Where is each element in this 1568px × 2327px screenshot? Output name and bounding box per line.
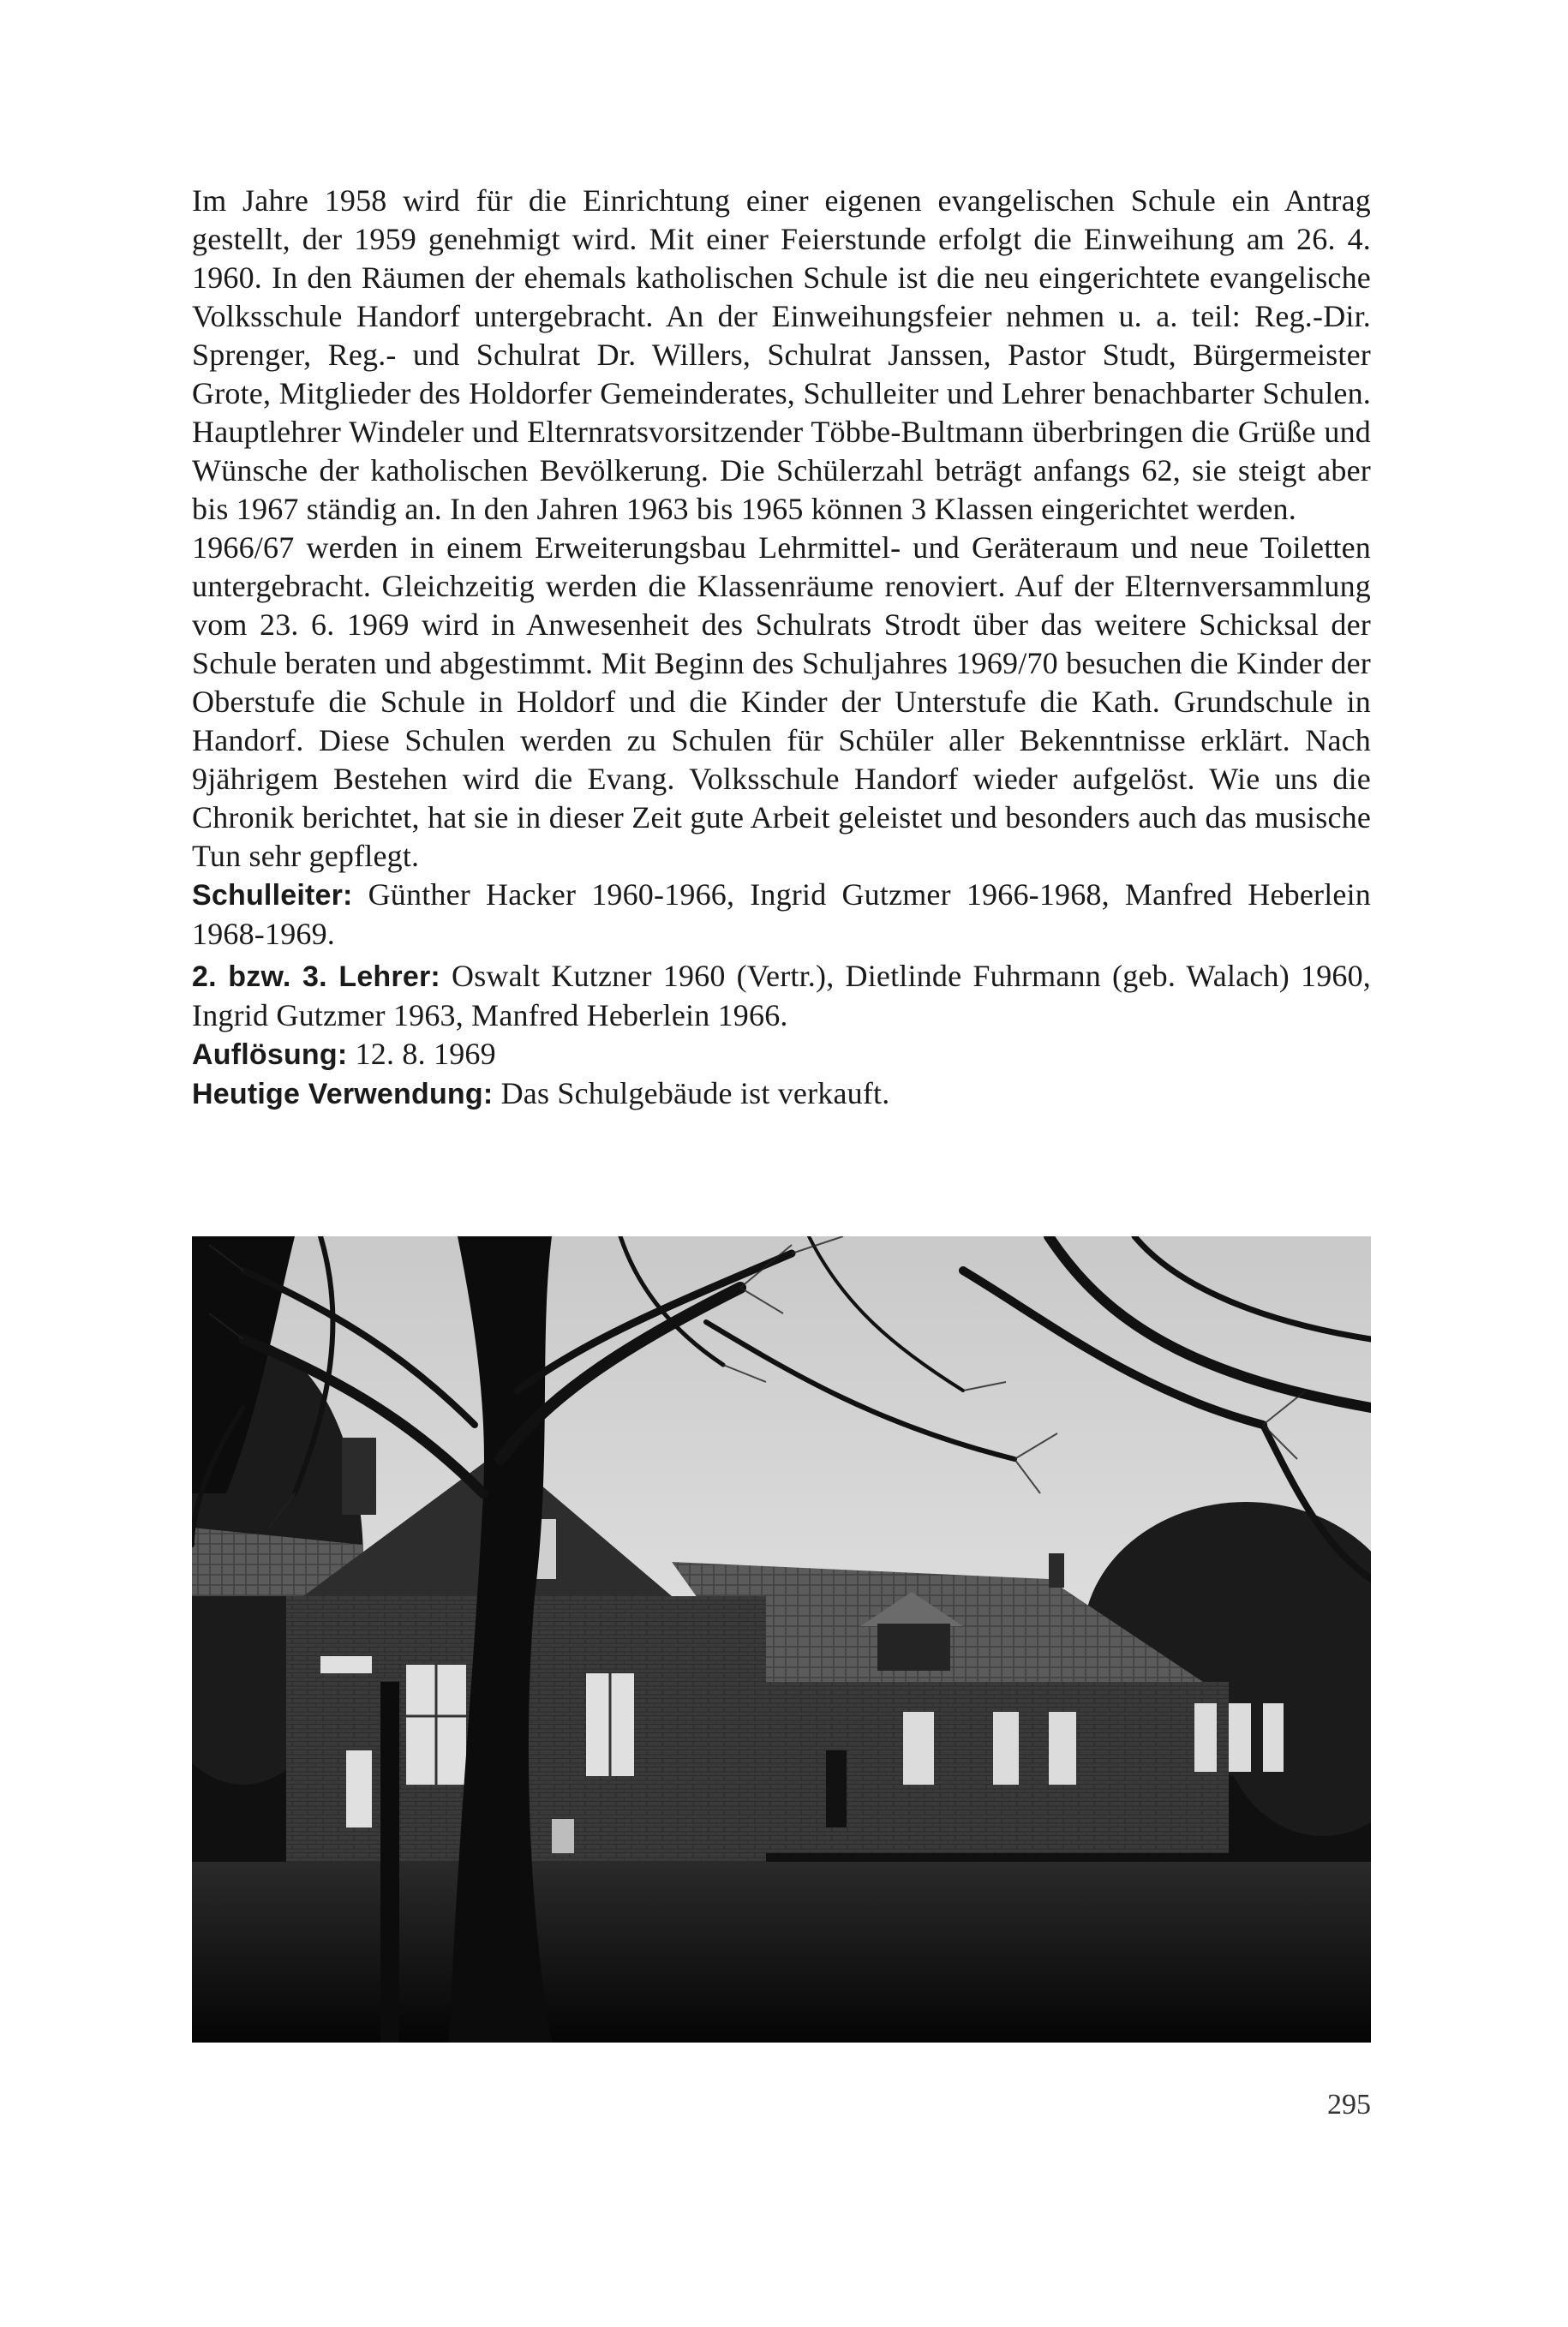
entry-value-verwendung: Das Schulgebäude ist verkauft. <box>493 1076 890 1110</box>
entry-label-aufloesung: Auflösung: <box>192 1038 348 1071</box>
entry-verwendung <box>192 1074 1371 1114</box>
entry-value-aufloesung: 12. 8. 1969 <box>347 1037 496 1071</box>
entry-value-lehrer: Oswalt Kutzner 1960 (Vertr.), Dietlinde Fuhrmann (geb. Walach) 1960, Ingrid Gutzmer 1963, Manfred Heberlein 1966. <box>192 959 1371 1032</box>
entry-label-lehrer: 2. bzw. 3. Lehrer: <box>192 960 440 993</box>
page-number: 295 <box>1327 2089 1371 2121</box>
entry-schulleiter <box>192 876 1371 954</box>
school-building-photo <box>192 1236 1371 2043</box>
ground <box>192 1862 1371 2043</box>
entry-lehrer <box>192 957 1371 1035</box>
body-text <box>192 182 1371 1114</box>
photo-illustration <box>192 1236 1371 2043</box>
paragraph-2: 1966/67 werden in einem Erweiterungsbau Lehrmittel- und Geräteraum und neue Toiletten untergebracht. Gleichzeitig werden die Klassenräume renoviert. Auf der Elternversammlung vom 23. 6. 1969 wird in Anwesenheit des Schulrats Strodt über das weitere Schicksal der Schule beraten und abgestimmt. Mit Beginn des Schuljahres 1969/70 besuchen die Kinder der Oberstufe die Schule in Holdorf und die Kinder der Unterstufe die Kath. Grundschule in Handorf. Diese Schulen werden zu Schulen für Schüler aller Bekenntnisse erklärt. Nach 9jährigem Bestehen wird die Evang. Volksschule Handorf wieder aufgelöst. Wie uns die Chronik berichtet, hat sie in dieser Zeit gute Arbeit geleistet und besonders auch das musische Tun sehr gepflegt. <box>192 530 1371 873</box>
entry-value-schulleiter: Günther Hacker 1960-1966, Ingrid Gutzmer 1966-1968, Manfred Heberlein 1968-1969. <box>192 877 1371 951</box>
paragraph-1: Im Jahre 1958 wird für die Einrichtung einer eigenen evangelischen Schule ein Antrag gestellt, der 1959 genehmigt wird. Mit einer Feierstunde erfolgt die Einweihung am 26. 4. 1960. In den Räumen der ehemals katholischen Schule ist die neu eingerichtete evangelische Volksschule Handorf untergebracht. An der Einweihungsfeier nehmen u. a. teil: Reg.-Dir. Sprenger, Reg.- und Schulrat Dr. Willers, Schulrat Janssen, Pastor Studt, Bürgermeister Grote, Mitglieder des Holdorfer Gemeinderates, Schulleiter und Lehrer benachbarter Schulen. Hauptlehrer Windeler und Elternratsvorsitzender Többe-Bultmann überbringen die Grüße und Wünsche der katholischen Bevölkerung. Die Schülerzahl beträgt anfangs 62, sie steigt aber bis 1967 ständig an. In den Jahren 1963 bis 1965 können 3 Klassen eingerichtet werden. <box>192 183 1371 526</box>
entry-aufloesung <box>192 1035 1371 1074</box>
entry-label-verwendung: Heutige Verwendung: <box>192 1078 494 1110</box>
entry-label-schulleiter: Schulleiter: <box>192 879 353 912</box>
